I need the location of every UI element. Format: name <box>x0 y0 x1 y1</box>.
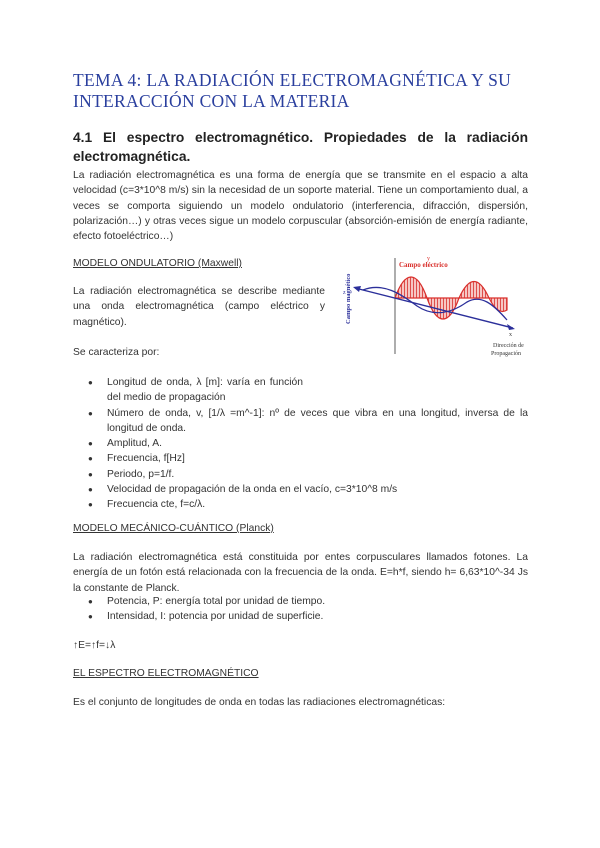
propagation-arrowhead <box>507 324 515 330</box>
em-wave-diagram <box>343 254 533 362</box>
spectrum-description: Es el conjunto de longitudes de onda en todas las radiaciones electromagnéticas: <box>73 697 446 708</box>
page-title: TEMA 4: LA RADIACIÓN ELECTROMAGNÉTICA Y SU INTERACCIÓN CON LA MATERIA <box>73 70 512 111</box>
wave-model-heading: MODELO ONDULATORIO (Maxwell) <box>73 258 242 269</box>
wave-model-description: La radiación electromagnética se describe mediante una onda electromagnética (campo eléctrico y magnético). <box>73 286 325 328</box>
spectrum-heading: EL ESPECTRO ELECTROMAGNÉTICO <box>73 668 259 679</box>
list-item: ● Número de onda, v, [1/λ =m^-1]: nº de veces que vibra en una longitud, inversa de la longitud de onda. <box>73 406 528 437</box>
x-axis-label: x <box>509 332 512 338</box>
z-axis-label: z <box>343 290 346 296</box>
characterized-by-label: Se caracteriza por: <box>73 347 160 358</box>
quantum-model-heading: MODELO MECÁNICO-CUÁNTICO (Planck) <box>73 523 274 534</box>
section-title: 4.1 El espectro electromagnético. Propiedades de la radiación electromagnética. <box>73 130 528 164</box>
wave-properties-list <box>73 375 528 513</box>
list-item: ● Frecuencia, f[Hz] <box>73 451 528 466</box>
list-item: ● Frecuencia cte, f=c/λ. <box>73 497 528 512</box>
magnetic-field-label: Campo magnético <box>345 273 352 324</box>
quantum-model-description: La radiación electromagnética está constituida por entes corpusculares llamados fotones. La energía de un fotón está relacionada con la frecuencia de la onda. E=h*f, siendo h= 6,63*10^-34 Js la constante de Planck. <box>73 552 528 594</box>
list-item: ● Potencia, P: energía total por unidad de tiempo. <box>73 594 528 609</box>
electric-field-label: Campo eléctrico <box>399 261 448 269</box>
direction-label-line1: Dirección de <box>493 343 524 349</box>
list-item: ● Velocidad de propagación de la onda en el vacío, c=3*10^8 m/s <box>73 482 528 497</box>
quantum-properties-list <box>73 594 528 625</box>
propagation-axis <box>355 288 513 328</box>
list-item: ● Periodo, p=1/f. <box>73 467 528 482</box>
y-axis-label: y <box>427 256 430 262</box>
magnetic-arrowhead <box>353 286 361 292</box>
direction-label-line2: Propagación <box>491 351 521 357</box>
list-item: ● Intensidad, I: potencia por unidad de superficie. <box>73 609 528 624</box>
intro-paragraph: La radiación electromagnética es una forma de energía que se transmite en el espacio a alta velocidad (c=3*10^8 m/s) sin la necesidad de un soporte material. Tiene un comportamiento dual, a veces se comporta siguiendo un modelo ondulatorio (interferencia, difracción, dispersión, polarización…) y otras veces sigue un modelo corpuscular (absorción-emisión de energía radiante, efecto fotoeléctrico…) <box>73 170 528 243</box>
list-item: ● Amplitud, A. <box>73 436 528 451</box>
list-item: ● Longitud de onda, λ [m]: varía en función del medio de propagación <box>73 375 528 406</box>
energy-relation: ↑E=↑f=↓λ <box>73 640 116 651</box>
